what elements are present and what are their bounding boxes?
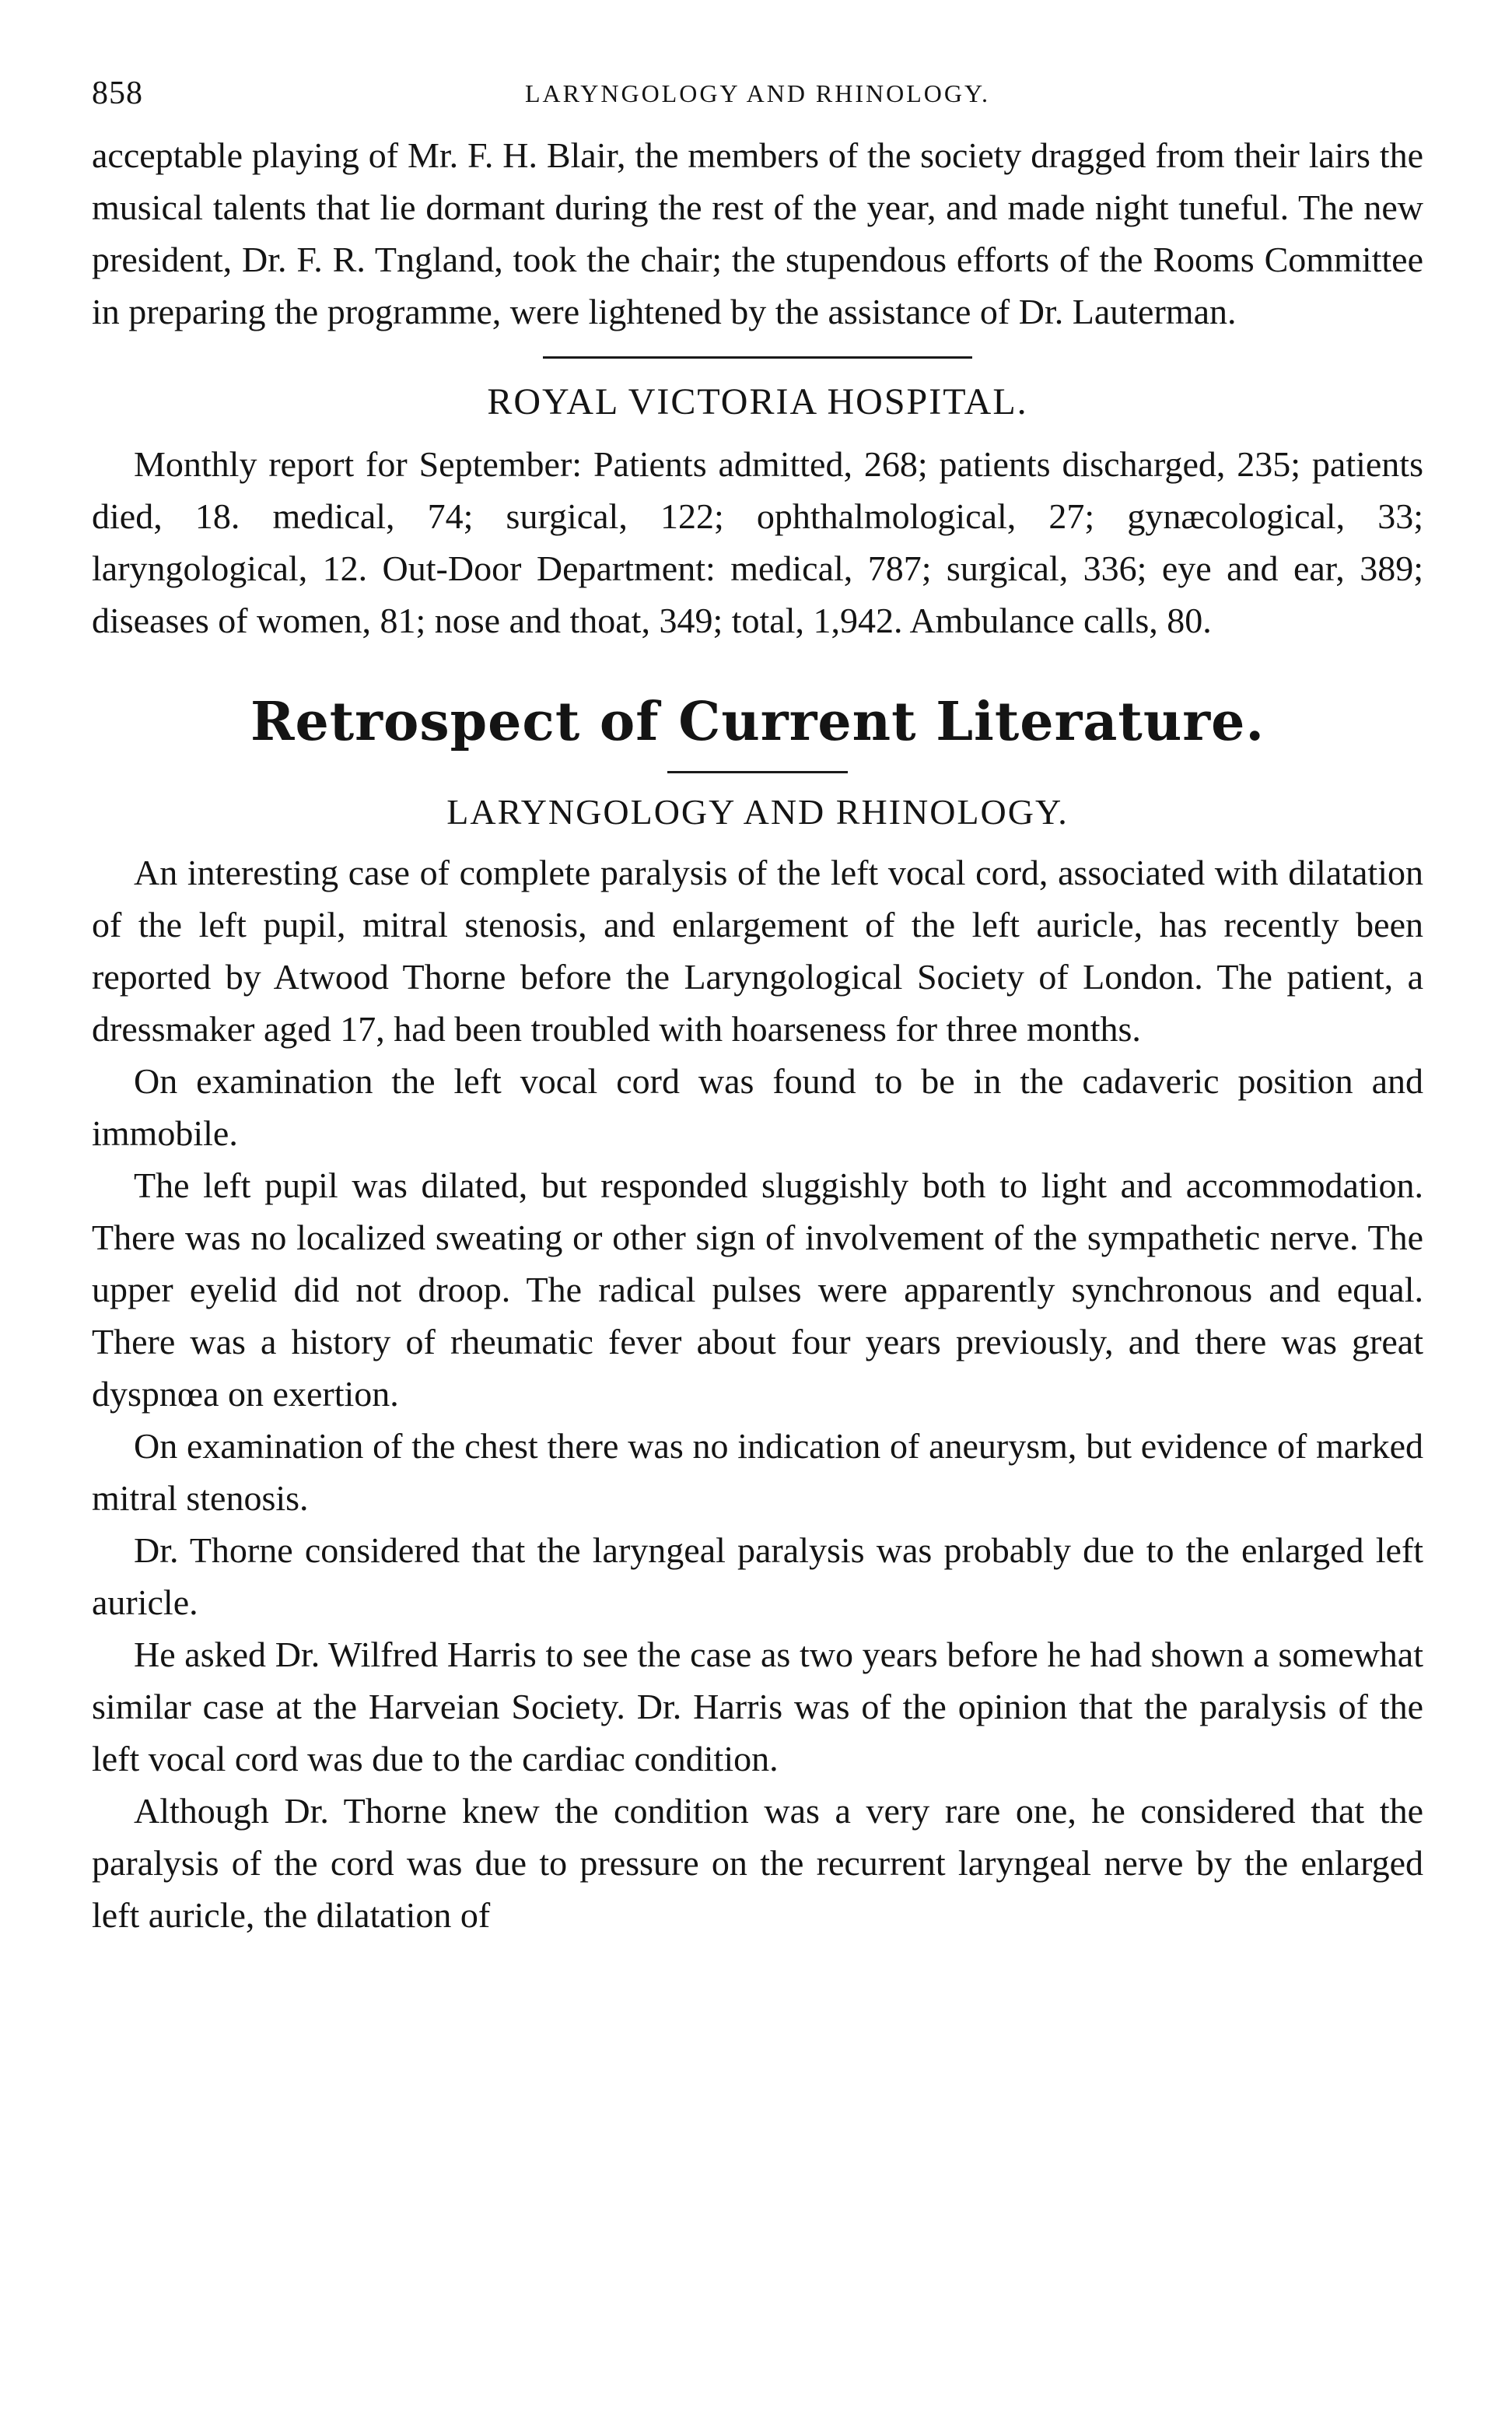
article-paragraph-2: On examination the left vocal cord was found to be in the cadaveric position and immobile.: [92, 1061, 1423, 1153]
page-number: 858: [92, 75, 143, 111]
running-title: LARYNGOLOGY AND RHINOLOGY.: [525, 79, 990, 107]
hospital-monthly-report: Monthly report for September: Patients admitted, 268; patients discharged, 235; patients died, 18. medical, 74; surgical, 122; ophthalmological, 27; gynæcological, 33; laryngological, 12. Out-Door Department: medical, 787; surgical, 336; eye and ear, 389; diseases of women, 81; nose and thoat, 349; total, 1,942. Ambulance calls, 80.: [92, 444, 1423, 640]
retrospect-subheading: LARYNGOLOGY AND RHINOLOGY.: [446, 792, 1069, 832]
article-paragraph-4: On examination of the chest there was no indication of aneurysm, but evidence of marked mitral stenosis.: [92, 1426, 1423, 1518]
article-paragraph-5: Dr. Thorne considered that the laryngeal paralysis was probably due to the enlarged left auricle.: [92, 1530, 1423, 1622]
section-divider: [543, 356, 972, 359]
opening-paragraph: acceptable playing of Mr. F. H. Blair, the members of the society dragged from their lairs the musical talents that lie dormant during the rest of the year, and made night tuneful. The new president, Dr. F. R. Tngland, took the chair; the stupendous efforts of the Rooms Committee in preparing the programme, were lightened by the assistance of Dr. Lauterman.: [92, 135, 1423, 331]
hospital-section-heading: ROYAL VICTORIA HOSPITAL.: [487, 381, 1028, 422]
article-paragraph-3: The left pupil was dilated, but responded sluggishly both to light and accommodation. There was no localized sweating or other sign of involvement of the sympathetic nerve. The upper eyelid did not droop. The radical pulses were apparently synchronous and equal. There was a history of rheumatic fever about four years previously, and there was great dyspnœa on exertion.: [92, 1165, 1423, 1414]
article-paragraph-6: He asked Dr. Wilfred Harris to see the case as two years before he had shown a somewhat similar case at the Harveian Society. Dr. Harris was of the opinion that the paralysis of the left vocal cord was due to the cardiac condition.: [92, 1635, 1423, 1778]
article-paragraph-7: Although Dr. Thorne knew the condition was a very rare one, he considered that the paralysis of the cord was due to pressure on the recurrent laryngeal nerve by the enlarged left auricle, the dilatation of: [92, 1791, 1423, 1935]
article-paragraph-1: An interesting case of complete paralysis of the left vocal cord, associated with dilatation of the left pupil, mitral stenosis, and enlargement of the left auricle, has recently been reported by Atwood Thorne before the Laryngological Society of London. The patient, a dressmaker aged 17, had been troubled with hoarseness for three months.: [92, 853, 1423, 1049]
retrospect-banner: Retrospect of Current Literature.: [250, 691, 1265, 753]
running-head: [92, 75, 1423, 129]
journal-page: [92, 75, 1423, 1941]
banner-divider: [667, 771, 848, 773]
